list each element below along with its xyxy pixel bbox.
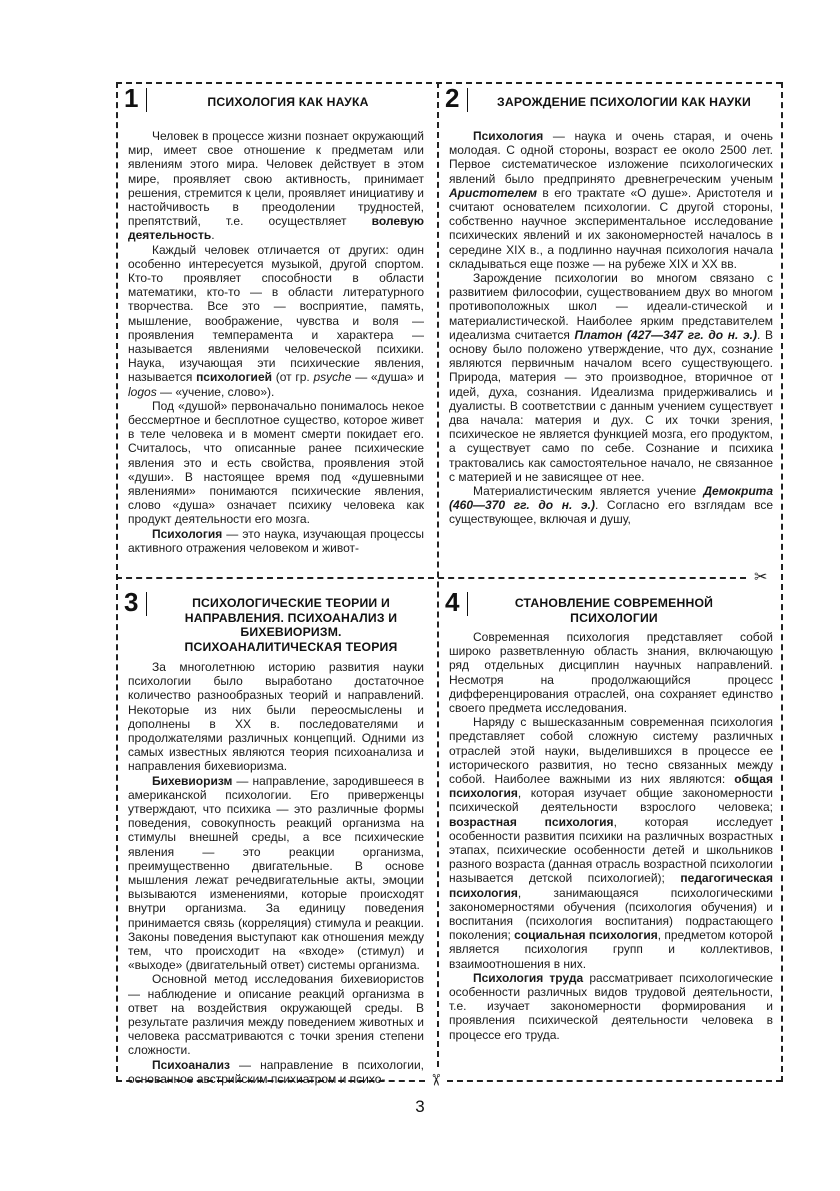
card-title: ПСИХОЛОГИЧЕСКИЕ ТЕОРИИ И НАПРАВЛЕНИЯ. ПСИХОАНАЛИЗ И БИХЕВИОРИЗМ. ПСИХОАНАЛИТИЧЕСКАЯ ТЕОРИЯ — [184, 596, 398, 654]
text-run: За многолетнюю историю развития науки психологии было выработано достаточное количество разнообразных теорий и направлений. Некоторые из них были переосмыслены и дополнены в XX в. последователями и продолжателями различных концепций. Одними из самых известных являются теория психоанализа и направления бихевиоризма. — [128, 660, 424, 774]
text-run: в его трактате «О душе». Аристотеля и считают основателем психологии. С другой стороны, собственно научное экспериментальное исследование психических явлений и их закономерностей началось в середине XIX в., а подлинно научная психология начала складываться еще позже — на рубеже XIX и XX вв. — [449, 185, 773, 271]
text-run: — «учение, слово»). — [156, 384, 275, 399]
paragraph — [449, 271, 773, 484]
left-cut-line — [116, 82, 118, 1082]
card-3 — [120, 582, 428, 1086]
text-run: Каждый человек отличается от других: один особенно интересуется музыкой, другой спортом. Кто-то проявляет способности в области математики, кто-то — в области литературного творчества. Все это — восприятие, память, мышление, воображение, чувства и воля — проявления темперамента и характера — называется явлениями человеческой психики. Наука, изучающая эти психические явления, называется — [128, 242, 424, 385]
text-run: . Согласно его взглядам все существующее, включая и душу, — [449, 498, 773, 527]
emphasized-text: общая психология — [449, 772, 773, 801]
paragraph — [449, 484, 773, 527]
emphasized-text: psyche — [313, 370, 352, 385]
text-run: — наука и очень старая, и очень молодая. С одной стороны, возраст ее около 2500 лет. Первое систематическое изложение психологических явлений было предпринято древнегреческим ученым — [449, 129, 773, 186]
emphasized-text: возрастная психология — [449, 814, 614, 829]
card-number: 1 — [124, 83, 139, 113]
paragraph — [128, 972, 424, 1057]
card-title: ЗАРОЖДЕНИЕ ПСИХОЛОГИИ КАК НАУКИ — [497, 95, 751, 109]
paragraph — [128, 774, 424, 973]
card-body — [128, 660, 424, 1086]
text-run: Зарождение психологии во многом связано с развитием философии, существованием двух во многом противоположных школ — идеали-стической и материалистической. Наиболее ярким представителем идеализма считается — [449, 271, 773, 342]
text-run: Человек в процессе жизни познает окружающий мир, имеет свое отношение к предметам или явлениям этого мира. Человек действует в этом мире, проявляет свою активность, принимает решения, стремится к цели, проявляет инициативу и настойчивость в преодолении трудностей, препятствий, т.е. осуществляет — [128, 129, 424, 229]
text-run: — направление в психологии, основанное австрийским психиатром и психо- — [128, 1057, 424, 1086]
scissors-icon: ✂ — [754, 569, 768, 586]
text-run: рассматривает психологические особенности различных видов трудовой деятельности, т.е. изучает закономерности формирования и проявления психической деятельности человека в процессе его труда. — [449, 970, 773, 1042]
text-run: Наряду с вышесказанным современная психология представляет собой сложную систему различных отраслей этой науки, выделившихся в процессе ее исторического развития, но тесно связанных между собой. Наиболее важными из них являются: — [449, 715, 773, 787]
paragraph — [449, 971, 773, 1042]
card-body — [128, 129, 424, 555]
text-run: . В основу было положено утверждение, что дух, сознание являются первичным началом всего существующего. Природа, материя — это производное, вторичное от идей, духа, сознания. Идеализма придерживались и дуалисты. В соответствии с данным учением существует два начала: материя и дух. С их точки зрения, психическое не является функцией мозга, его продуктом, а существует само по себе. Сознание и психика трактовались как самостоятельное начало, не связанное с материей и не зависящее от нее. — [449, 327, 774, 484]
text-run: — это наука, изучающая процессы активного отражения человеком и живот- — [128, 526, 424, 555]
paragraph — [128, 129, 424, 243]
middle-cut-line — [116, 577, 746, 579]
emphasized-text: социальная психология — [514, 928, 658, 943]
text-run: Под «душой» первоначально понималось некое бессмертное и бесплотное существо, которое живет в теле человека и в момент смерти покидает его. Считалось, что описанные ранее психические явления это и есть свойства, проявления этой «души». В настоящее время под «душевными явлениями» понимаются психические явления, слово «душа» означает психику человека как продукт деятельности его мозга. — [128, 398, 424, 527]
paragraph — [128, 527, 424, 555]
paragraph — [128, 243, 424, 399]
card-number: 4 — [445, 587, 460, 617]
card-4 — [441, 582, 777, 1076]
text-run: , занимающаяся психологическими закономерностями обучения (психология обучения) и воспитания (психология воспитания) подрастающего поколения; — [449, 885, 773, 943]
emphasized-text: Аристотелем — [449, 185, 538, 200]
paragraph — [449, 129, 773, 271]
paragraph — [449, 715, 773, 971]
emphasized-text: Психология — [152, 526, 223, 541]
scissors-icon: ✂ — [426, 1073, 444, 1087]
center-cut-line — [437, 82, 439, 1067]
text-run: Современная психология представляет собой широко разветвленную область знания, включающую ряд отдельных дисциплин научных направлений. Несмотря на продолжающийся процесс дифференцирования отраслей, она сохраняет единство своего предмета исследования. — [449, 630, 773, 716]
text-run: , которая исследует особенности развития психики на различных возрастных этапах, психические особенности детей и школьников разного возраста (данная отрасль возрастной психологии называется детской психологией); — [449, 814, 774, 886]
bottom-cut-line-right — [447, 1080, 782, 1082]
emphasized-text: Психоанализ — [152, 1057, 230, 1072]
text-run: — направление, зародившееся в американской психологии. Его приверженцы утверждают, что психика — это различные формы поведения, совокупность реакций организма на стимулы внешней среды, а все психические явления — это реакции организма, преимущественно двигательные. В основе мышления лежат речедвигательные акты, эмоции вызываются изменениями, которые происходят внутри организма. За единицу поведения принимается связь (корреляция) стимула и реакции. Законы поведения выступают как отношения между тем, что происходит на «входе» (стимул) и «выходе» (двигательный ответ) системы организма. — [128, 773, 424, 973]
emphasized-text: Психология — [473, 129, 544, 143]
paragraph — [449, 630, 773, 715]
card-body — [449, 129, 773, 527]
paragraph — [128, 1058, 424, 1086]
emphasized-text: психологией — [196, 370, 272, 385]
text-run: Материалистическим является учение — [473, 484, 704, 499]
card-number: 2 — [445, 83, 460, 113]
text-run: (от гр. — [272, 370, 314, 385]
card-number: 3 — [124, 587, 139, 617]
emphasized-text: logos — [128, 384, 157, 399]
paragraph — [128, 399, 424, 527]
emphasized-text: Демокрита (460—370 гг. до н. э.) — [449, 484, 773, 513]
text-run: , предметом которой является психология групп и коллективов, взаимоотношения в них. — [449, 928, 773, 971]
text-run: — «душа» и — [351, 370, 424, 385]
text-run: . — [211, 228, 215, 243]
text-run: Основной метод исследования бихевиористов — наблюдение и описание реакций организма в ответ на воздействия окружающей среды. В результате различия между поведением животных и человека рассматриваются с точки зрения степени сложности. — [128, 972, 424, 1058]
card-body — [449, 630, 773, 1042]
card-1 — [120, 83, 428, 574]
page-number: 3 — [415, 1097, 425, 1116]
emphasized-text: Платон (427—347 гг. до н. э.) — [574, 327, 757, 342]
card-title: СТАНОВЛЕНИЕ СОВРЕМЕННОЙ ПСИХОЛОГИИ — [514, 596, 714, 625]
paragraph — [128, 660, 424, 774]
emphasized-text: Психология труда — [473, 970, 584, 985]
right-cut-line — [781, 82, 783, 1082]
emphasized-text: волевую деятельность — [128, 214, 424, 243]
text-run: , которая изучает общие закономерности психической деятельности взрослого человека; — [449, 786, 773, 815]
emphasized-text: педагогическая психология — [449, 871, 773, 900]
card-title: ПСИХОЛОГИЯ КАК НАУКА — [207, 95, 369, 109]
emphasized-text: Бихевиоризм — [152, 773, 233, 788]
card-2 — [441, 83, 777, 574]
